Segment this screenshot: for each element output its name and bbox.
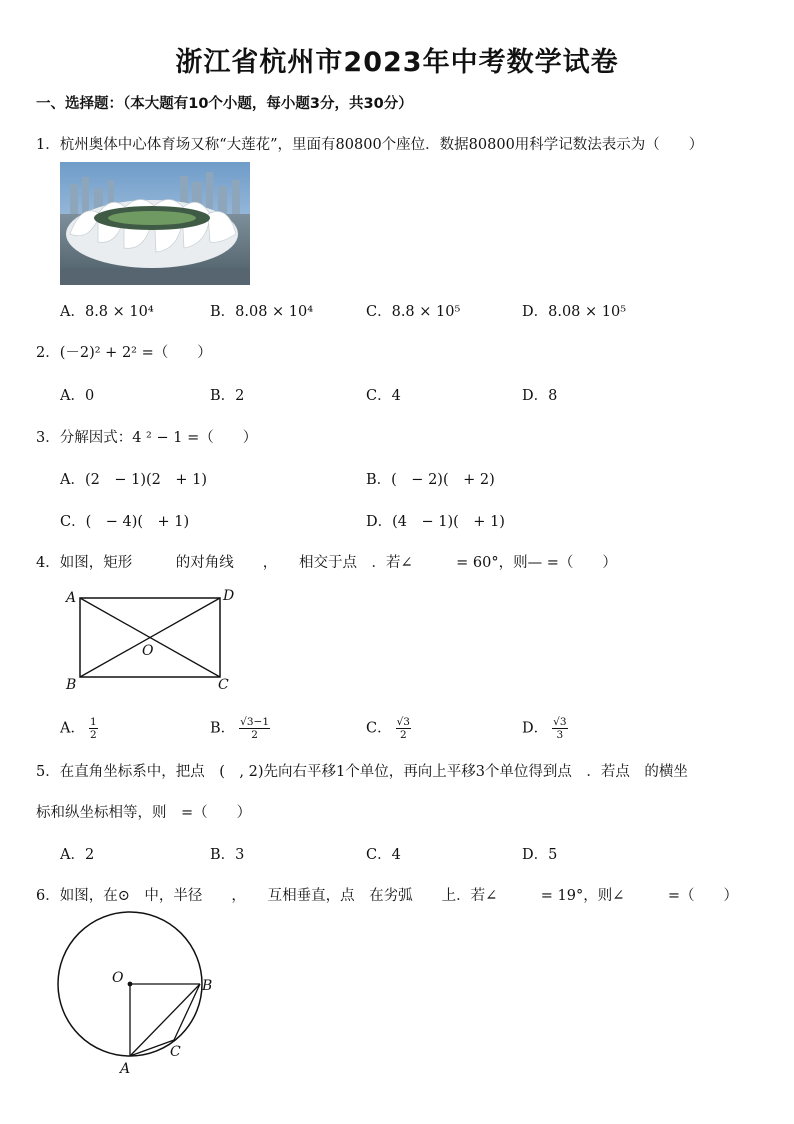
q3-option-a: A．(2 − 1)(2 + 1) xyxy=(60,472,208,488)
q5-option-d: D．5 xyxy=(522,847,558,863)
q2-option-a: A．0 xyxy=(60,388,95,404)
question-3-stem: 3．分解因式：4 ² − 1 =（ ） xyxy=(36,430,258,446)
q5-option-a: A．2 xyxy=(60,847,95,863)
q4-option-d: D． $\frac{√3}{3}$ xyxy=(522,716,567,741)
q2-option-c: C．4 xyxy=(366,388,401,404)
question-1-stem: 1．杭州奥体中心体育场又称“大莲花”，里面有80800个座位．数据80800用科学记数法表示为（ ） xyxy=(36,137,704,153)
circle-figure xyxy=(52,910,232,1084)
q4-option-c: C． $\frac{√3}{2}$ xyxy=(366,716,410,741)
q4-option-a: A． $\frac{1}{2}$ xyxy=(60,716,97,741)
q1-option-d: D．8.08 × 10⁵ xyxy=(522,304,627,320)
q4-option-b: B． $\frac{√3-1}{2}$ xyxy=(210,716,270,741)
label-c: C xyxy=(170,1044,181,1060)
center-point xyxy=(128,982,133,987)
label-o: O xyxy=(142,643,154,659)
q1-option-b: B．8.08 × 10⁴ xyxy=(210,304,314,320)
question-5-stem-line-1: 5．在直角坐标系中，把点 ( , 2)先向右平移1个单位，再向上平移3个单位得到点 ．若点 的横坐 xyxy=(36,764,688,780)
rectangle-figure xyxy=(58,586,248,700)
label-o: O xyxy=(112,970,124,986)
label-c: C xyxy=(218,677,229,693)
question-6-stem: 6．如图，在⊙ 中，半径 ， 互相垂直，点 在劣弧 上．若∠ = 19°，则∠ =（ ） xyxy=(36,888,739,904)
q5-option-b: B．3 xyxy=(210,847,245,863)
q5-option-c: C．4 xyxy=(366,847,401,863)
section-heading: 一、选择题：（本大题有10个小题，每小题3分，共30分） xyxy=(36,96,413,112)
page-title: 浙江省杭州市2023年中考数学试卷 xyxy=(175,47,619,78)
q1-option-a: A．8.8 × 10⁴ xyxy=(60,304,154,320)
chord-ac xyxy=(130,1040,174,1056)
question-5-stem-line-2: 标和纵坐标相等，则 =（ ） xyxy=(36,805,252,821)
label-a: A xyxy=(120,1061,131,1077)
stadium-photo xyxy=(60,162,250,285)
stadium-illustration xyxy=(60,162,250,285)
label-b: B xyxy=(202,978,213,994)
q2-option-b: B．2 xyxy=(210,388,245,404)
question-4-stem: 4．如图，矩形 的对角线 ， 相交于点 ．若∠ = 60°，则— =（ ） xyxy=(36,555,617,571)
label-a: A xyxy=(66,590,77,606)
chord-ab xyxy=(130,984,200,1056)
q2-option-d: D．8 xyxy=(522,388,558,404)
question-2-stem: 2．(－2)² + 2² =（ ） xyxy=(36,345,212,361)
q1-option-c: C．8.8 × 10⁵ xyxy=(366,304,461,320)
q3-option-c: C．( − 4)( + 1) xyxy=(60,514,190,530)
label-b: B xyxy=(66,677,77,693)
q3-option-d: D．(4 − 1)( + 1) xyxy=(366,514,505,530)
q3-option-b: B．( − 2)( + 2) xyxy=(366,472,495,488)
label-d: D xyxy=(223,588,235,604)
